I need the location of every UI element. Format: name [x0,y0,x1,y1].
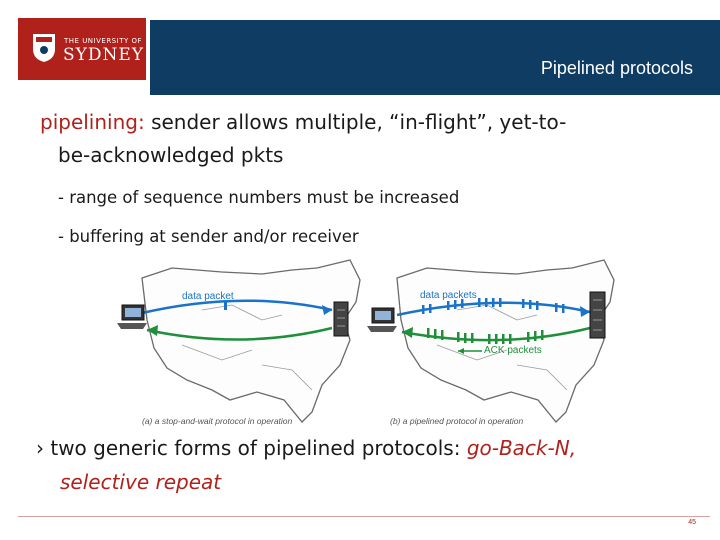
us-map-left [142,260,360,422]
slide-header [0,0,720,95]
caption-stop-and-wait: (a) a stop-and-wait protocol in operation [142,416,293,426]
bullet-pipelining [40,110,566,134]
university-logo [18,18,146,80]
logo-big-text: SYDNEY [63,45,145,65]
data-packets-label: data packets [420,290,477,301]
page-number: 45 [688,519,696,526]
pipelining-term: pipelining: [40,110,145,134]
sub-bullet-sequence: - range of sequence numbers must be increased [58,188,460,207]
ack-packets-label: ACK packets [484,345,542,356]
logo-small-text: THE UNIVERSITY OF [64,37,143,45]
pipelining-line2: be-acknowledged pkts [58,143,284,167]
bullet-marker: › [36,436,44,460]
bullet-generic-forms [36,436,576,460]
caption-pipelined: (b) a pipelined protocol in operation [390,416,524,426]
data-packet-label: data packet [182,291,234,302]
slide-title: Pipelined protocols [540,58,693,78]
server-icon [590,292,605,338]
selective-repeat-term: selective repeat [60,470,222,494]
figure-svg [112,250,620,436]
laptop-icon [367,308,397,332]
generic-forms-text: two generic forms of pipelined protocols: [50,436,467,460]
laptop-icon [117,305,147,329]
pipelining-figure [112,250,620,436]
crest-icon [32,33,56,63]
footer-divider [18,516,710,517]
server-icon [334,302,348,336]
pipelining-line1: sender allows multiple, “in-flight”, yet-to- [144,110,567,134]
sub-bullet-buffering: - buffering at sender and/or receiver [58,227,359,246]
go-back-n-term: go-Back-N, [466,436,577,460]
